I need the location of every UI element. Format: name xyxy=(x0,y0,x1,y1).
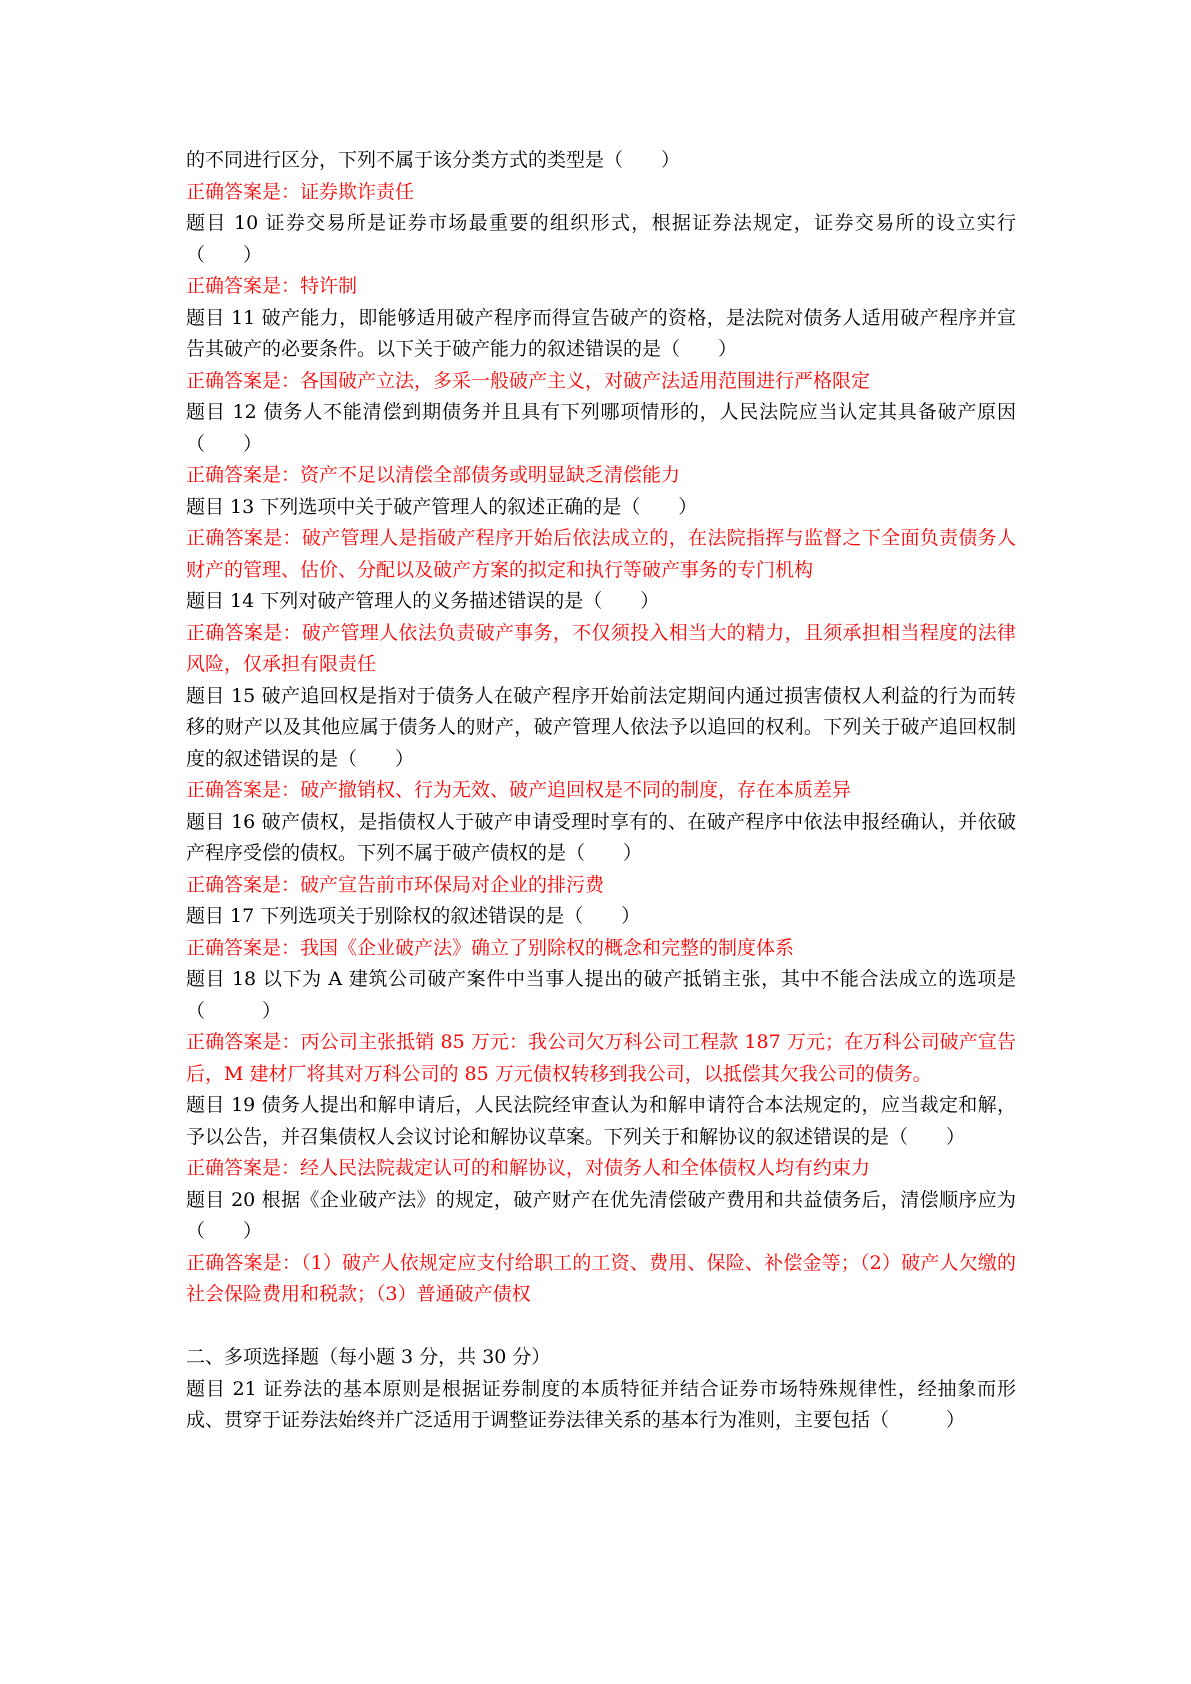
question-20: 题目 20 根据《企业破产法》的规定，破产财产在优先清偿破产费用和共益债务后，清偿顺序应为（ ） xyxy=(186,1188,1016,1242)
question-14: 题目 14 下列对破产管理人的义务描述错误的是（ ） xyxy=(186,590,660,612)
question-19: 题目 19 债务人提出和解申请后，人民法院经审查认为和解申请符合本法规定的，应当裁定和解，予以公告，并召集债权人会议讨论和解协议草案。下列关于和解协议的叙述错误的是（ ） xyxy=(186,1094,1016,1148)
answer-14: 正确答案是：破产管理人依法负责破产事务，不仅须投入相当大的精力，且须承担相当程度的法律风险，仅承担有限责任 xyxy=(186,621,1016,675)
answer-19: 正确答案是：经人民法院裁定认可的和解协议，对债务人和全体债权人均有约束力 xyxy=(186,1157,871,1179)
answer-10: 正确答案是：特许制 xyxy=(186,275,358,297)
correct-answer: 正确答案是：证券欺诈责任 xyxy=(186,180,415,203)
answer-18: 正确答案是：丙公司主张抵销 85 万元：我公司欠万科公司工程款 187 万元；在万科公司破产宣告后，M 建材厂将其对万科公司的 85 万元债权转移到我公司，以抵偿其欠我公司的债务。 xyxy=(186,1031,1016,1085)
question-text: 的不同进行区分，下列不属于该分类方式的类型是（ ） xyxy=(186,149,681,171)
question-21: 题目 21 证券法的基本原则是根据证券制度的本质特征并结合证券市场特殊规律性，经抽象而形成、贯穿于证券法始终并广泛适用于调整证券法律关系的基本行为准则，主要包括（ ） xyxy=(186,1377,1016,1431)
question-15: 题目 15 破产追回权是指对于债务人在破产程序开始前法定期间内通过损害债权人利益的行为而转移的财产以及其他应属于债务人的财产，破产管理人依法予以追回的权利。下列关于破产追回权制度的叙述错误的是（ ） xyxy=(186,684,1016,770)
question-13: 题目 13 下列选项中关于破产管理人的叙述正确的是（ ） xyxy=(186,495,698,518)
answer-17: 正确答案是：我国《企业破产法》确立了别除权的概念和完整的制度体系 xyxy=(186,936,795,959)
question-18: 题目 18 以下为 A 建筑公司破产案件中当事人提出的破产抵销主张，其中不能合法成立的选项是（ ） xyxy=(186,968,1016,1022)
answer-13: 正确答案是：破产管理人是指破产程序开始后依法成立的，在法院指挥与监督之下全面负责债务人财产的管理、估价、分配以及破产方案的拟定和执行等破产事务的专门机构 xyxy=(186,527,1016,581)
question-11: 题目 11 破产能力，即能够适用破产程序而得宣告破产的资格，是法院对债务人适用破产程序并宣告其破产的必要条件。以下关于破产能力的叙述错误的是（ ） xyxy=(186,306,1016,360)
answer-16: 正确答案是：破产宣告前市环保局对企业的排污费 xyxy=(186,873,605,896)
answer-11: 正确答案是：各国破产立法，多采一般破产主义，对破产法适用范围进行严格限定 xyxy=(186,369,871,392)
blank-line xyxy=(186,1311,1016,1343)
section-heading: 二、多项选择题（每小题 3 分，共 30 分） xyxy=(186,1346,551,1368)
document-page xyxy=(186,145,1016,1437)
question-12: 题目 12 债务人不能清偿到期债务并且具有下列哪项情形的，人民法院应当认定其具备破产原因（ ） xyxy=(186,401,1016,455)
question-17: 题目 17 下列选项关于别除权的叙述错误的是（ ） xyxy=(186,905,641,927)
answer-20: 正确答案是：（1）破产人依规定应支付给职工的工资、费用、保险、补偿金等；（2）破产人欠缴的社会保险费用和税款；（3）普通破产债权 xyxy=(186,1251,1016,1305)
question-10: 题目 10 证券交易所是证券市场最重要的组织形式，根据证券法规定，证券交易所的设立实行（ ） xyxy=(186,212,1016,266)
answer-15: 正确答案是：破产撤销权、行为无效、破产追回权是不同的制度，存在本质差异 xyxy=(186,779,852,801)
question-16: 题目 16 破产债权，是指债权人于破产申请受理时享有的、在破产程序中依法申报经确认，并依破产程序受偿的债权。下列不属于破产债权的是（ ） xyxy=(186,810,1016,864)
answer-12: 正确答案是：资产不足以清偿全部债务或明显缺乏清偿能力 xyxy=(186,464,681,486)
